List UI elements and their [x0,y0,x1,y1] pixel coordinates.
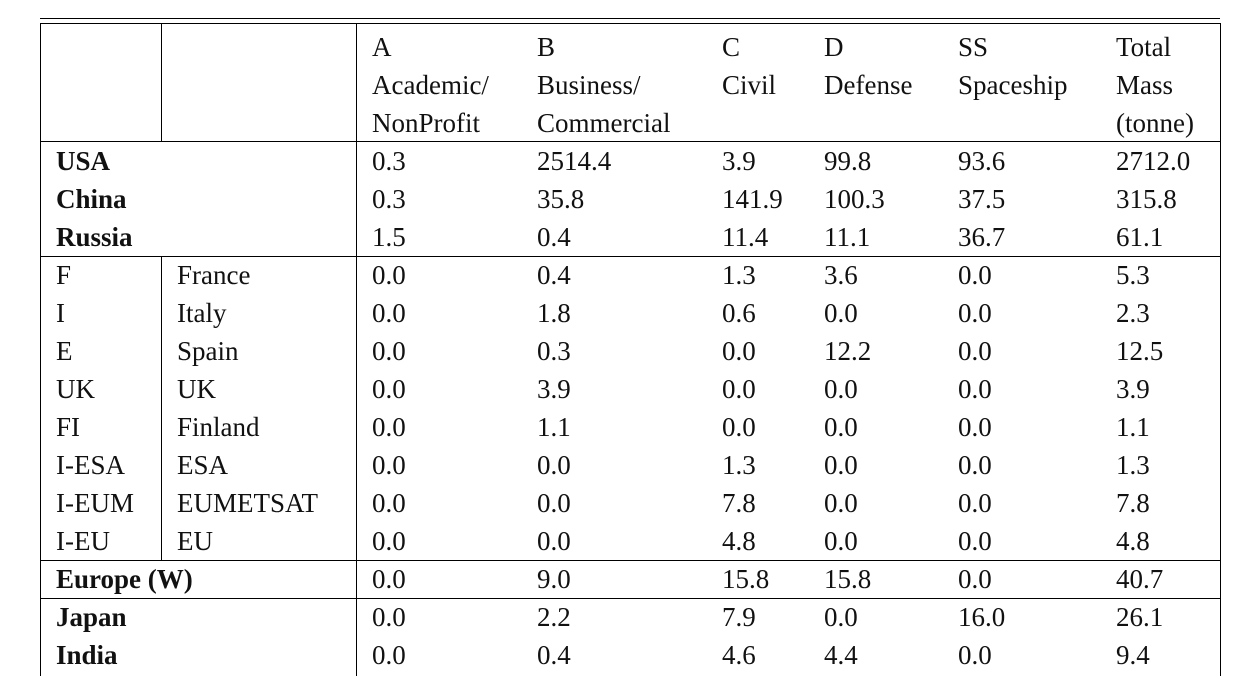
value-cell: 2.3 [1116,298,1150,328]
value-cell: 2712.0 [1116,146,1191,176]
value-cell: 0.0 [958,298,992,328]
value-cell: 36.7 [958,222,1006,252]
value-cell: 1.3 [722,260,756,290]
row-name: Finland [177,412,260,442]
row-code: I-ESA [56,450,125,480]
value-cell: 4.8 [722,526,756,556]
table-row [40,332,1221,370]
value-cell: 0.3 [372,146,406,176]
value-cell: 0.0 [537,450,571,480]
header-name: Mass [1116,70,1174,100]
row-name: France [177,260,251,290]
value-cell: 0.0 [722,412,756,442]
table-row [40,218,1221,256]
row-code: I-EUM [56,488,134,518]
value-cell: 0.3 [372,184,406,214]
header-code: D [824,32,844,62]
top-double-rule-1 [40,18,1220,19]
row-code: UK [56,374,95,404]
table-row [40,598,1221,636]
value-cell: 1.1 [1116,412,1150,442]
table-row [40,560,1221,598]
value-cell: 0.0 [372,450,406,480]
table-row [40,484,1221,522]
row-name: Italy [177,298,227,328]
value-cell: 0.0 [958,412,992,442]
value-cell: 0.0 [722,336,756,366]
value-cell: 0.0 [372,488,406,518]
value-cell: 12.5 [1116,336,1164,366]
value-cell: 0.0 [824,298,858,328]
row-label: India [56,640,118,670]
header-name-2 [942,104,1100,142]
value-cell: 0.0 [372,298,406,328]
value-cell: 0.0 [824,412,858,442]
value-cell: 0.0 [722,374,756,404]
value-cell: 0.4 [537,640,571,670]
table-row [40,370,1221,408]
header-name: Business/ [537,70,641,100]
value-cell: 0.0 [824,602,858,632]
value-cell: 0.0 [958,640,992,670]
value-cell: 0.3 [537,336,571,366]
value-cell: 0.4 [537,260,571,290]
value-cell: 0.0 [958,488,992,518]
value-cell: 61.1 [1116,222,1164,252]
value-cell: 141.9 [722,184,783,214]
row-name: Spain [177,336,239,366]
value-cell: 2.2 [537,602,571,632]
mass-table [40,28,1221,674]
value-cell: 11.4 [722,222,769,252]
header-name-2 [706,104,808,142]
value-cell: 3.9 [537,374,571,404]
table-body [40,142,1221,674]
header-empty-name [161,66,356,104]
value-cell: 0.0 [958,526,992,556]
table-row [40,408,1221,446]
value-cell: 35.8 [537,184,585,214]
value-cell: 0.0 [958,374,992,404]
value-cell: 1.3 [722,450,756,480]
value-cell: 3.6 [824,260,858,290]
value-cell: 0.0 [372,640,406,670]
value-cell: 11.1 [824,222,871,252]
table-row [40,294,1221,332]
row-name: EUMETSAT [177,488,318,518]
value-cell: 0.4 [537,222,571,252]
value-cell: 0.0 [824,526,858,556]
row-code: I-EU [56,526,110,556]
header-name: Spaceship [958,70,1068,100]
value-cell: 0.0 [958,336,992,366]
value-cell: 9.0 [537,564,571,594]
value-cell: 0.0 [537,488,571,518]
value-cell: 0.0 [372,260,406,290]
header-row-names-2 [40,104,1221,142]
value-cell: 9.4 [1116,640,1150,670]
value-cell: 0.0 [372,336,406,366]
value-cell: 3.9 [722,146,756,176]
value-cell: 99.8 [824,146,872,176]
row-label: Japan [56,602,127,632]
row-label: USA [56,146,111,176]
value-cell: 16.0 [958,602,1006,632]
header-name-2: NonProfit [372,108,480,138]
value-cell: 0.0 [537,526,571,556]
header-empty-name [161,28,356,66]
row-name: ESA [177,450,229,480]
value-cell: 4.6 [722,640,756,670]
value-cell: 0.0 [824,450,858,480]
value-cell: 0.0 [372,526,406,556]
header-empty-code [40,104,161,142]
value-cell: 0.0 [958,450,992,480]
header-code: SS [958,32,989,62]
value-cell: 1.8 [537,298,571,328]
header-row-names [40,66,1221,104]
value-cell: 93.6 [958,146,1006,176]
header-row-codes [40,28,1221,66]
value-cell: 4.4 [824,640,858,670]
value-cell: 0.0 [372,412,406,442]
row-code: I [56,298,65,328]
value-cell: 0.0 [824,374,858,404]
table-row [40,180,1221,218]
table-row [40,142,1221,180]
header-name-2: (tonne) [1116,108,1194,138]
value-cell: 0.0 [372,564,406,594]
header-code: B [537,32,556,62]
table-row [40,446,1221,484]
table-row [40,636,1221,674]
header-name: Defense [824,70,913,100]
header-empty-code [40,66,161,104]
table-row [40,256,1221,294]
value-cell: 0.6 [722,298,756,328]
value-cell: 4.8 [1116,526,1150,556]
value-cell: 7.8 [722,488,756,518]
row-code: FI [56,412,81,442]
value-cell: 0.0 [372,374,406,404]
value-cell: 1.3 [1116,450,1150,480]
header-code: Total [1116,32,1172,62]
value-cell: 7.9 [722,602,756,632]
value-cell: 15.8 [722,564,770,594]
row-label: Russia [56,222,133,252]
table-row [40,522,1221,560]
value-cell: 26.1 [1116,602,1164,632]
row-label: China [56,184,127,214]
value-cell: 1.5 [372,222,406,252]
value-cell: 100.3 [824,184,885,214]
header-name-2 [808,104,942,142]
row-name: EU [177,526,213,556]
value-cell: 12.2 [824,336,872,366]
row-name: UK [177,374,216,404]
value-cell: 5.3 [1116,260,1150,290]
header-code: A [372,32,392,62]
row-label: Europe (W) [56,564,193,594]
value-cell: 7.8 [1116,488,1150,518]
top-double-rule-2 [40,23,1220,24]
value-cell: 0.0 [824,488,858,518]
row-code: E [56,336,73,366]
header-empty-code [40,28,161,66]
value-cell: 0.0 [372,602,406,632]
header-name: Civil [722,70,777,100]
value-cell: 0.0 [958,260,992,290]
value-cell: 3.9 [1116,374,1150,404]
value-cell: 40.7 [1116,564,1164,594]
header-name-2: Commercial [537,108,671,138]
header-name: Academic/ [372,70,489,100]
value-cell: 1.1 [537,412,571,442]
header-empty-name [161,104,356,142]
value-cell: 37.5 [958,184,1006,214]
row-code: F [56,260,72,290]
value-cell: 15.8 [824,564,872,594]
value-cell: 2514.4 [537,146,612,176]
value-cell: 0.0 [958,564,992,594]
header-code: C [722,32,741,62]
value-cell: 315.8 [1116,184,1177,214]
